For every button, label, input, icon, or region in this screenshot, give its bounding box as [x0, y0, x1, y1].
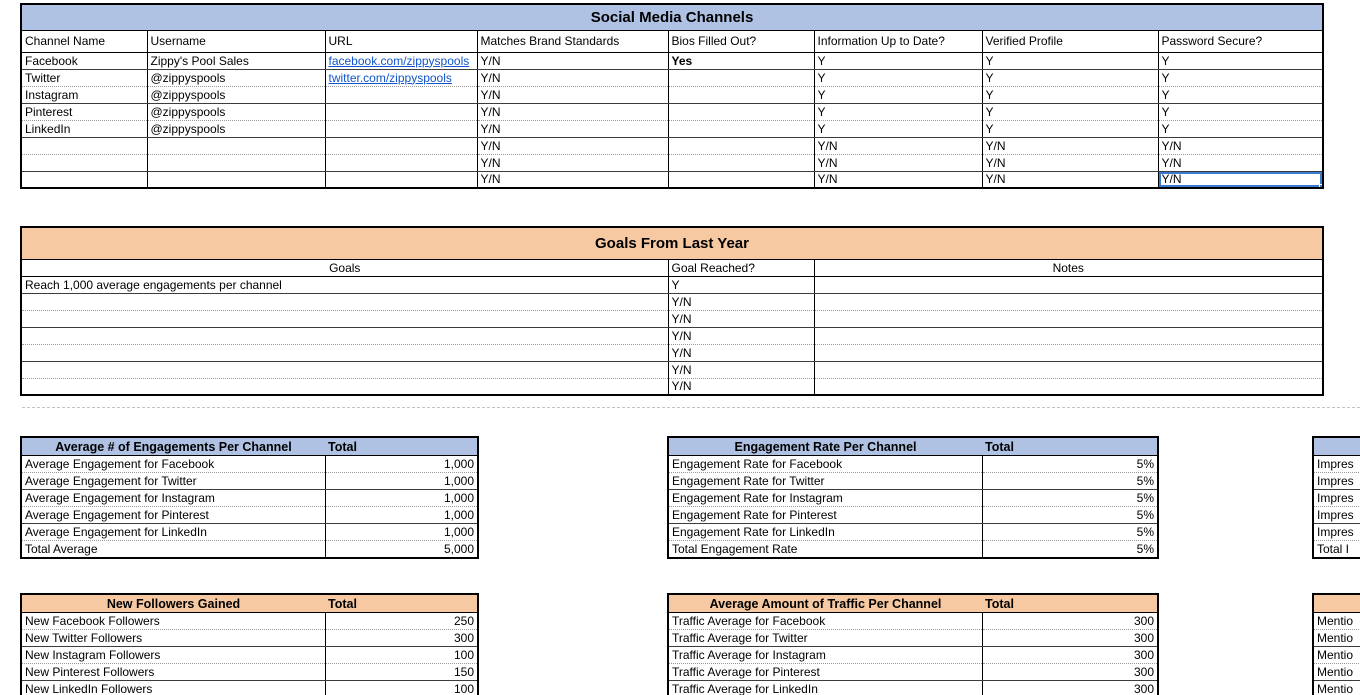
cell-goal[interactable] [21, 327, 668, 344]
table-row [21, 120, 1323, 137]
cell-bios[interactable] [668, 171, 814, 188]
table-row [21, 344, 1323, 361]
stat-value[interactable]: 1,000 [325, 456, 478, 473]
table-row [21, 69, 1323, 86]
cell-info[interactable]: Y [814, 69, 982, 86]
col-header-url[interactable]: URL [325, 30, 477, 52]
stat-value[interactable]: 5% [982, 490, 1158, 507]
cell-channel[interactable]: Instagram [21, 86, 147, 103]
table-row [21, 524, 478, 541]
cell-username[interactable] [147, 137, 325, 154]
engagements-table [20, 436, 479, 559]
col-header-channel-name[interactable]: Channel Name [21, 30, 147, 52]
stat-label[interactable]: Mentio [1313, 613, 1360, 630]
table-row [668, 664, 1158, 681]
cell-reached[interactable]: Y/N [668, 293, 814, 310]
cell-info[interactable]: Y/N [814, 171, 982, 188]
cell-url[interactable] [325, 137, 477, 154]
cell-channel[interactable]: Pinterest [21, 103, 147, 120]
mentions-table-partial [1312, 593, 1360, 695]
cell-goal[interactable] [21, 310, 668, 327]
table-row [21, 137, 1323, 154]
stat-label[interactable]: Traffic Average for Twitter [668, 630, 982, 647]
new-followers-title[interactable]: New Followers Gained [21, 594, 325, 613]
stat-label[interactable]: New LinkedIn Followers [21, 681, 325, 695]
table-row [21, 293, 1323, 310]
stat-label[interactable]: Traffic Average for Pinterest [668, 664, 982, 681]
stat-label[interactable]: Traffic Average for Instagram [668, 647, 982, 664]
table-row [1313, 613, 1360, 630]
table-row [21, 52, 1323, 69]
table-row [21, 171, 1323, 188]
cell-password[interactable]: Y/N [1158, 137, 1323, 154]
stat-label[interactable]: Engagement Rate for Instagram [668, 490, 982, 507]
cell-password[interactable]: Y [1158, 120, 1323, 137]
engagement-rate-table [667, 436, 1159, 559]
stat-label[interactable]: Mentio [1313, 647, 1360, 664]
stat-value[interactable]: 1,000 [325, 473, 478, 490]
stat-label[interactable]: Engagement Rate for LinkedIn [668, 524, 982, 541]
table-row [21, 103, 1323, 120]
impressions-title[interactable] [1313, 437, 1360, 456]
stat-label[interactable]: Engagement Rate for Pinterest [668, 507, 982, 524]
col-header-verified[interactable]: Verified Profile [982, 30, 1158, 52]
stat-value[interactable]: 300 [982, 647, 1158, 664]
table-row [21, 473, 478, 490]
cell-notes[interactable] [814, 344, 1323, 361]
cell-reached[interactable]: Y/N [668, 327, 814, 344]
stat-label[interactable]: Total I [1317, 541, 1350, 556]
table-row [21, 681, 478, 695]
total-column-header[interactable]: Total [325, 437, 478, 456]
total-column-header[interactable]: Total [982, 594, 1158, 613]
col-header-notes[interactable]: Notes [814, 259, 1323, 276]
cell-username[interactable]: @zippyspools [147, 69, 325, 86]
cell-notes[interactable] [814, 293, 1323, 310]
stat-label[interactable]: Traffic Average for LinkedIn [668, 681, 982, 695]
col-header-password[interactable]: Password Secure? [1158, 30, 1323, 52]
table-row [1313, 490, 1360, 507]
cell-bios[interactable] [668, 120, 814, 137]
cell-url[interactable] [325, 69, 477, 86]
stat-value[interactable]: 150 [325, 664, 478, 681]
cell-goal[interactable] [21, 344, 668, 361]
table-row [1313, 681, 1360, 695]
cell-notes[interactable] [814, 310, 1323, 327]
stat-label[interactable]: Average Engagement for Instagram [21, 490, 325, 507]
row-gridline [22, 407, 1360, 408]
table-row [668, 647, 1158, 664]
stat-value[interactable]: 5% [982, 524, 1158, 541]
col-header-username[interactable]: Username [147, 30, 325, 52]
cell-verified[interactable]: Y [982, 86, 1158, 103]
cell-brand[interactable]: Y/N [477, 52, 668, 69]
cell-password[interactable]: Y [1158, 103, 1323, 120]
stat-label[interactable]: Engagement Rate for Facebook [668, 456, 982, 473]
table-row [1313, 647, 1360, 664]
stat-label[interactable]: Impres [1313, 490, 1360, 507]
cell-channel[interactable] [21, 171, 147, 188]
engagements-title[interactable]: Average # of Engagements Per Channel [21, 437, 325, 456]
stat-value[interactable]: 100 [325, 647, 478, 664]
cell-url[interactable] [325, 52, 477, 69]
table-row [21, 507, 478, 524]
stat-label[interactable]: Average Engagement for LinkedIn [21, 524, 325, 541]
cell-reached[interactable]: Y/N [668, 344, 814, 361]
stat-label[interactable]: New Pinterest Followers [21, 664, 325, 681]
stat-label[interactable]: Traffic Average for Facebook [668, 613, 982, 630]
stat-value[interactable]: 5% [982, 541, 1158, 558]
table-row [1313, 664, 1360, 681]
stat-value[interactable]: 1,000 [325, 490, 478, 507]
stat-value[interactable]: 1,000 [325, 507, 478, 524]
cell-goal[interactable] [21, 378, 668, 395]
cell-bios[interactable] [668, 154, 814, 171]
col-header-bios[interactable]: Bios Filled Out? [668, 30, 814, 52]
table-row [1313, 524, 1360, 541]
stat-value[interactable]: 300 [982, 681, 1158, 695]
stat-value[interactable]: 5% [982, 507, 1158, 524]
cell-brand[interactable]: Y/N [477, 69, 668, 86]
table-row [668, 490, 1158, 507]
cell-password[interactable]: Y/N [1158, 154, 1323, 171]
stat-value[interactable]: 300 [982, 664, 1158, 681]
cell-verified[interactable]: Y/N [982, 171, 1158, 188]
table-row [668, 524, 1158, 541]
cell-reached[interactable]: Y/N [668, 378, 814, 395]
cell-notes[interactable] [814, 327, 1323, 344]
cell-channel[interactable] [21, 137, 147, 154]
cell-url[interactable] [325, 103, 477, 120]
social-channels-title[interactable]: Social Media Channels [21, 4, 1323, 30]
stat-label[interactable]: Total Engagement Rate [672, 541, 798, 556]
stat-value[interactable]: 250 [325, 613, 478, 630]
col-header-info-up-to-date[interactable]: Information Up to Date? [814, 30, 982, 52]
col-header-goal-reached[interactable]: Goal Reached? [668, 259, 814, 276]
stat-label[interactable]: Impres [1313, 456, 1360, 473]
table-row [21, 613, 478, 630]
table-row [21, 647, 478, 664]
table-row [1313, 507, 1360, 524]
table-row [21, 154, 1323, 171]
total-column-header[interactable]: Total [982, 437, 1158, 456]
total-column-header[interactable]: Total [325, 594, 478, 613]
stat-value[interactable]: 5,000 [325, 541, 478, 558]
stat-label[interactable]: Mentio [1313, 681, 1360, 695]
cell-info[interactable]: Y [814, 103, 982, 120]
cell-brand[interactable]: Y/N [477, 103, 668, 120]
cell-verified[interactable]: Y [982, 120, 1158, 137]
cell-info[interactable]: Y/N [814, 154, 982, 171]
cell-url[interactable] [325, 120, 477, 137]
table-row [1313, 456, 1360, 473]
table-row [21, 630, 478, 647]
mentions-title[interactable] [1313, 594, 1360, 613]
cell-url[interactable] [325, 86, 477, 103]
stat-label[interactable]: New Facebook Followers [21, 613, 325, 630]
cell-verified[interactable]: Y [982, 103, 1158, 120]
stat-value[interactable]: 1,000 [325, 524, 478, 541]
cell-url[interactable] [325, 171, 477, 188]
cell-info[interactable]: Y/N [814, 137, 982, 154]
table-row [1313, 473, 1360, 490]
social-channels-table [20, 3, 1324, 189]
stat-label[interactable]: Average Engagement for Twitter [21, 473, 325, 490]
cell-goal[interactable] [21, 293, 668, 310]
stat-label[interactable]: Impres [1313, 473, 1360, 490]
cell-bios[interactable] [668, 69, 814, 86]
stat-value[interactable]: 300 [325, 630, 478, 647]
stat-label[interactable]: Total Average [25, 541, 98, 556]
cell-info[interactable]: Y [814, 86, 982, 103]
stat-label[interactable]: Engagement Rate for Twitter [668, 473, 982, 490]
cell-username[interactable] [147, 154, 325, 171]
stat-label[interactable]: Average Engagement for Facebook [21, 456, 325, 473]
twitter-url-link[interactable]: twitter.com/zippyspools [328, 70, 452, 85]
cell-verified[interactable]: Y/N [982, 137, 1158, 154]
cell-url[interactable] [325, 154, 477, 171]
stat-label[interactable]: New Instagram Followers [21, 647, 325, 664]
cell-notes[interactable] [814, 378, 1323, 395]
engagement-rate-title[interactable]: Engagement Rate Per Channel [668, 437, 982, 456]
cell-channel[interactable] [21, 154, 147, 171]
stat-value[interactable]: 300 [982, 630, 1158, 647]
cell-goal[interactable]: Reach 1,000 average engagements per channel [21, 276, 668, 293]
cell-brand[interactable]: Y/N [477, 137, 668, 154]
cell-username[interactable]: Zippy's Pool Sales [147, 52, 325, 69]
cell-bios[interactable]: Yes [668, 52, 814, 69]
impressions-table-partial [1312, 436, 1360, 559]
goals-title[interactable]: Goals From Last Year [21, 227, 1323, 259]
col-header-goals[interactable]: Goals [21, 259, 668, 276]
table-row [668, 613, 1158, 630]
cell-reached[interactable]: Y/N [668, 310, 814, 327]
cell-brand[interactable]: Y/N [477, 86, 668, 103]
cell-verified[interactable]: Y [982, 69, 1158, 86]
cell-channel[interactable]: Twitter [21, 69, 147, 86]
stat-label[interactable]: Average Engagement for Pinterest [21, 507, 325, 524]
table-row [668, 473, 1158, 490]
table-row [21, 456, 478, 473]
cell-bios[interactable] [668, 137, 814, 154]
col-header-brand-standards[interactable]: Matches Brand Standards [477, 30, 668, 52]
cell-username[interactable] [147, 171, 325, 188]
cell-goal[interactable] [21, 361, 668, 378]
table-row [21, 378, 1323, 395]
cell-verified[interactable]: Y/N [982, 154, 1158, 171]
cell-info[interactable]: Y [814, 120, 982, 137]
table-row [21, 361, 1323, 378]
table-row [668, 456, 1158, 473]
cell-username[interactable]: @zippyspools [147, 103, 325, 120]
cell-info[interactable]: Y [814, 52, 982, 69]
stat-value[interactable]: 5% [982, 473, 1158, 490]
stat-label[interactable]: Mentio [1313, 630, 1360, 647]
table-row [668, 541, 1158, 558]
cell-reached[interactable]: Y [668, 276, 814, 293]
traffic-table [667, 593, 1159, 695]
cell-brand[interactable]: Y/N [477, 154, 668, 171]
cell-password[interactable]: Y [1158, 69, 1323, 86]
stat-label[interactable]: New Twitter Followers [21, 630, 325, 647]
stat-label[interactable]: Impres [1313, 524, 1360, 541]
active-cell[interactable]: Y/N [1158, 171, 1323, 188]
table-row [1313, 541, 1360, 558]
traffic-title[interactable]: Average Amount of Traffic Per Channel [668, 594, 982, 613]
stat-label[interactable]: Impres [1313, 507, 1360, 524]
table-row [21, 490, 478, 507]
cell-bios[interactable] [668, 86, 814, 103]
new-followers-table [20, 593, 479, 695]
table-row [21, 86, 1323, 103]
table-row [1313, 630, 1360, 647]
cell-channel[interactable]: Facebook [21, 52, 147, 69]
cell-notes[interactable] [814, 276, 1323, 293]
table-row [668, 630, 1158, 647]
cell-channel[interactable]: LinkedIn [21, 120, 147, 137]
cell-password[interactable]: Y [1158, 52, 1323, 69]
table-row [668, 507, 1158, 524]
stat-value[interactable]: 100 [325, 681, 478, 695]
table-row [21, 310, 1323, 327]
cell-username[interactable]: @zippyspools [147, 86, 325, 103]
table-row [21, 664, 478, 681]
cell-bios[interactable] [668, 103, 814, 120]
cell-brand[interactable]: Y/N [477, 120, 668, 137]
cell-username[interactable]: @zippyspools [147, 120, 325, 137]
goals-table [20, 226, 1324, 396]
table-row [21, 327, 1323, 344]
table-row [21, 541, 478, 558]
cell-brand[interactable]: Y/N [477, 171, 668, 188]
cell-password[interactable]: Y [1158, 86, 1323, 103]
facebook-url-link[interactable]: facebook.com/zippyspools [328, 53, 470, 68]
table-row [21, 276, 1323, 293]
stat-value[interactable]: 300 [982, 613, 1158, 630]
cell-verified[interactable]: Y [982, 52, 1158, 69]
cell-reached[interactable]: Y/N [668, 361, 814, 378]
cell-notes[interactable] [814, 361, 1323, 378]
stat-value[interactable]: 5% [982, 456, 1158, 473]
stat-label[interactable]: Mentio [1313, 664, 1360, 681]
table-row [668, 681, 1158, 695]
